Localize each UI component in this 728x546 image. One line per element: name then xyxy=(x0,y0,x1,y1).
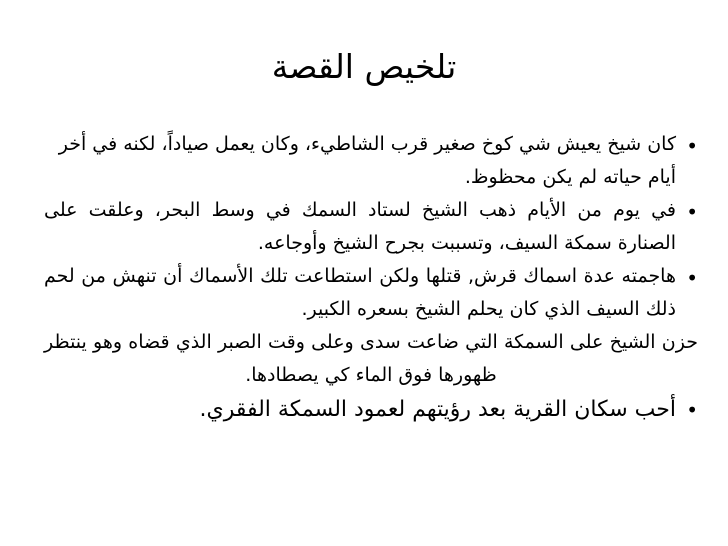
bullet-icon: • xyxy=(686,398,698,422)
bullet-text: هاجمته عدة اسماك قرش, قتلها ولكن استطاعت تلك الأسماك أن تنهش من لحم ذلك السيف الذي كان يحلم الشيخ بسعره الكبير. xyxy=(44,265,676,320)
bullet-item xyxy=(44,392,698,428)
bullet-text: أحب سكان القرية بعد رؤيتهم لعمود السمكة الفقري. xyxy=(199,397,676,422)
bullet-list xyxy=(44,128,698,428)
bullet-icon: • xyxy=(686,134,698,158)
bullet-text: في يوم من الأيام ذهب الشيخ لستاد السمك في وسط البحر، وعلقت على الصنارة سمكة السيف، وتسببت بجرح الشيخ وأوجاعه. xyxy=(44,199,676,254)
bullet-item xyxy=(44,260,698,392)
slide-title: تلخيص القصة xyxy=(271,47,457,86)
bullet-item xyxy=(44,194,698,260)
bullet-icon: • xyxy=(686,200,698,224)
bullet-item xyxy=(44,128,698,194)
bullet-text: كان شيخ يعيش شي كوخ صغير قرب الشاطيء، وكان يعمل صياداً، لكنه في أخر أيام حياته لم يكن محظوظ. xyxy=(58,133,676,188)
bullet-continuation-text: حزن الشيخ على السمكة التي ضاعت سدى وعلى وقت الصبر الذي قضاه وهو ينتظر ظهورها فوق الماء كي يصطادها. xyxy=(44,331,698,386)
bullet-icon: • xyxy=(686,266,698,290)
